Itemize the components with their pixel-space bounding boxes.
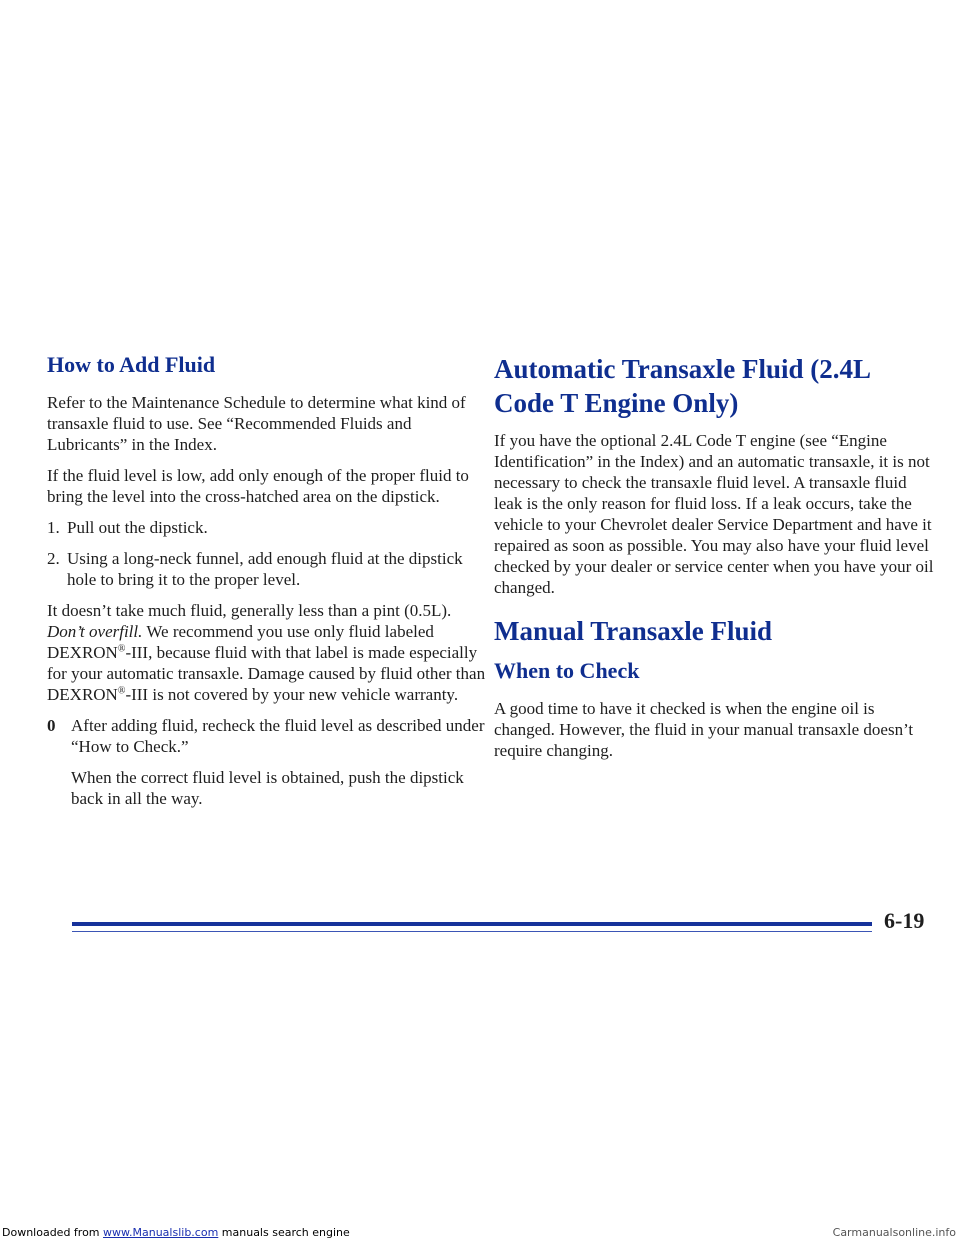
page-number: 6-19 (884, 908, 925, 933)
registered-mark: ® (117, 685, 126, 697)
bullet-item (47, 767, 487, 809)
right-column (494, 352, 934, 771)
bullet-marker: 0 (47, 716, 56, 735)
dexron-text-b: We recommend you use only fluid labeled DEXRON (47, 622, 434, 662)
dexron-text-a: It doesn’t take much fluid, generally less than a pint (0.5L). (47, 601, 452, 620)
rule-thin-line (72, 931, 872, 932)
step-item (47, 517, 487, 538)
step-text: Pull out the dipstick. (67, 518, 208, 537)
paragraph-maintenance: Refer to the Maintenance Schedule to determine what kind of transaxle fluid to use. See “Recommended Fluids and Lubricants” in the Index. (47, 393, 466, 454)
bullet-text: After adding fluid, recheck the fluid level as described under “How to Check.” (71, 716, 485, 756)
page-footer-rule (72, 918, 872, 938)
dexron-text-d: -III is not covered by your new vehicle warranty. (125, 685, 459, 704)
dont-overfill-text: Don’t overfill. (47, 622, 143, 641)
footer-prefix: Downloaded from (2, 1226, 104, 1239)
left-column (47, 352, 487, 819)
step-item (47, 548, 487, 590)
manual-transaxle-fluid-heading: Manual Transaxle Fluid (494, 616, 773, 646)
step-text: Using a long-neck funnel, add enough fluid at the dipstick hole to bring it to the proper level. (67, 549, 463, 589)
watermark-text: Carmanualsonline.info (832, 1226, 956, 1239)
footer-suffix: manuals search engine (218, 1226, 350, 1239)
step-number: 1. (47, 518, 60, 537)
step-number: 2. (47, 549, 60, 568)
bullet-item (47, 715, 487, 757)
when-to-check-heading: When to Check (494, 658, 640, 683)
dexron-text-c: -III, because fluid with that label is made especially for your automatic transaxle. Damage caused by fluid other than DEXRON (47, 643, 486, 704)
rule-thick-line (72, 922, 872, 926)
paragraph-manual-transaxle: A good time to have it checked is when the engine oil is changed. However, the fluid in your manual transaxle doesn’t require changing. (494, 699, 914, 760)
automatic-transaxle-fluid-heading: Automatic Transaxle Fluid (2.4L Code T Engine Only) (494, 354, 870, 418)
paragraph-fluid-low: If the fluid level is low, add only enough of the proper fluid to bring the level into the cross-hatched area on the dipstick. (47, 466, 469, 506)
paragraph-automatic-transaxle: If you have the optional 2.4L Code T engine (see “Engine Identification” in the Index) and an automatic transaxle, it is not necessary to check the transaxle fluid level. A transaxle fluid leak is the only reason for fluid loss. If a leak occurs, take the vehicle to your Chevrolet dealer Service Department and have it repaired as soon as possible. You may also have your fluid level checked by your dealer or service center when you have your oil changed. (494, 431, 934, 597)
bullet-text: When the correct fluid level is obtained, push the dipstick back in all the way. (71, 768, 464, 808)
manualslib-link[interactable]: www.Manualslib.com (103, 1226, 219, 1239)
download-footer (0, 1226, 960, 1242)
registered-mark: ® (117, 643, 126, 655)
how-to-add-fluid-heading: How to Add Fluid (47, 352, 216, 377)
footer-credit (2, 1226, 350, 1239)
paragraph-dexron (47, 600, 487, 705)
